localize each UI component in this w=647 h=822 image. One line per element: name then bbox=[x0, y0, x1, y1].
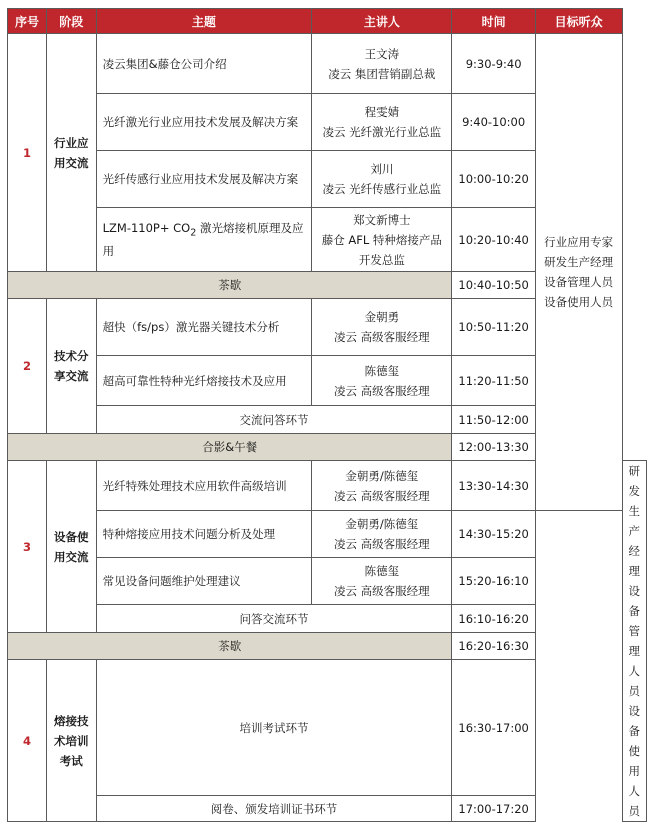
session-topic: 特种熔接应用技术问题分析及处理 bbox=[96, 511, 312, 558]
speaker-name: 金朝勇 bbox=[364, 310, 400, 324]
session-speaker bbox=[312, 151, 452, 208]
speaker-title: 凌云 高级客服经理 bbox=[334, 330, 430, 344]
audience-group bbox=[535, 34, 622, 511]
speaker-name: 陈德玺 bbox=[364, 363, 400, 378]
session-time: 9:40-10:00 bbox=[452, 94, 535, 151]
header-audience: 目标听众 bbox=[535, 9, 622, 34]
exam-item: 培训考试环节 bbox=[96, 660, 452, 796]
speaker-name: 金朝勇/陈德玺 bbox=[345, 517, 419, 531]
topic-text: 激光熔接机原理及应用 bbox=[102, 220, 304, 259]
exam-row bbox=[8, 660, 647, 796]
audience-item: 研发生产经理 bbox=[544, 255, 614, 269]
session-speaker bbox=[312, 299, 452, 356]
speaker-name: 刘川 bbox=[370, 162, 394, 176]
qa-label: 交流问答环节 bbox=[96, 406, 452, 434]
phase-line: 考试 bbox=[59, 753, 83, 768]
audience-item: 设备使用人员 bbox=[628, 704, 640, 818]
session-speaker bbox=[312, 208, 452, 272]
qa-time: 11:50-12:00 bbox=[452, 406, 535, 434]
speaker-name: 郑文新博士 bbox=[353, 212, 411, 227]
section-number: 3 bbox=[8, 461, 47, 633]
exam-item: 阅卷、颁发培训证书环节 bbox=[96, 796, 452, 822]
section-phase bbox=[47, 660, 97, 822]
subscript-text: 2 bbox=[190, 227, 197, 239]
speaker-title: 凌云 高级客服经理 bbox=[334, 537, 430, 551]
speaker-name: 程雯婧 bbox=[364, 105, 400, 119]
speaker-name: 金朝勇/陈德玺 bbox=[345, 468, 419, 483]
session-topic: 光纤特殊处理技术应用软件高级培训 bbox=[96, 461, 312, 511]
speaker-title: 凌云 高级客服经理 bbox=[334, 584, 430, 598]
audience-item: 设备使用人员 bbox=[544, 295, 614, 309]
session-topic bbox=[96, 208, 312, 272]
session-row bbox=[8, 558, 647, 605]
header-topic: 主题 bbox=[96, 9, 312, 34]
session-time: 15:20-16:10 bbox=[452, 558, 535, 605]
session-row bbox=[8, 511, 647, 558]
session-topic: 常见设备问题维护处理建议 bbox=[96, 558, 312, 605]
session-speaker bbox=[312, 94, 452, 151]
audience-group bbox=[622, 461, 647, 822]
session-speaker bbox=[312, 356, 452, 406]
session-topic: 光纤传感行业应用技术发展及解决方案 bbox=[96, 151, 312, 208]
phase-line: 用交流 bbox=[54, 549, 89, 564]
session-speaker bbox=[312, 461, 452, 511]
agenda-table bbox=[7, 8, 647, 822]
exam-row bbox=[8, 796, 647, 822]
speaker-title: 开发总监 bbox=[358, 252, 405, 267]
topic-text: LZM-110P+ CO bbox=[102, 220, 191, 235]
audience-item: 设备管理人员 bbox=[628, 584, 640, 698]
session-time: 9:30-9:40 bbox=[452, 34, 535, 94]
session-speaker bbox=[312, 558, 452, 605]
audience-item: 行业应用专家 bbox=[544, 235, 614, 249]
qa-row bbox=[8, 605, 647, 633]
speaker-title: 凌云 光纤激光行业总监 bbox=[322, 125, 442, 139]
section-phase bbox=[47, 34, 97, 272]
section-number: 2 bbox=[8, 299, 47, 434]
section-number: 1 bbox=[8, 34, 47, 272]
break-label: 合影&午餐 bbox=[8, 434, 452, 461]
break-label: 茶歇 bbox=[8, 272, 452, 299]
session-speaker bbox=[312, 511, 452, 558]
session-time: 14:30-15:20 bbox=[452, 511, 535, 558]
speaker-title: 凌云 高级客服经理 bbox=[334, 383, 430, 398]
phase-line: 享交流 bbox=[54, 369, 89, 383]
header-time: 时间 bbox=[452, 9, 535, 34]
speaker-title: 凌云 高级客服经理 bbox=[334, 488, 430, 503]
section-phase bbox=[47, 299, 97, 434]
session-time: 10:20-10:40 bbox=[452, 208, 535, 272]
session-topic: 超高可靠性特种光纤熔接技术及应用 bbox=[96, 356, 312, 406]
session-topic: 凌云集团&藤仓公司介绍 bbox=[96, 34, 312, 94]
header-phase: 阶段 bbox=[47, 9, 97, 34]
break-label: 茶歇 bbox=[8, 633, 452, 660]
phase-line: 技术分 bbox=[54, 349, 89, 363]
break-row bbox=[8, 633, 647, 660]
speaker-name: 陈德玺 bbox=[364, 564, 400, 578]
section-phase bbox=[47, 461, 97, 633]
audience-item: 设备管理人员 bbox=[544, 275, 614, 289]
audience-item: 研发生产经理 bbox=[628, 464, 640, 578]
session-row bbox=[8, 34, 647, 94]
speaker-title: 藤仓 AFL 特种熔接产品 bbox=[321, 232, 442, 247]
session-time: 13:30-14:30 bbox=[452, 461, 535, 511]
session-time: 10:50-11:20 bbox=[452, 299, 535, 356]
break-time: 12:00-13:30 bbox=[452, 434, 535, 461]
phase-line: 用交流 bbox=[54, 155, 89, 170]
phase-line: 行业应 bbox=[54, 135, 89, 150]
break-time: 16:20-16:30 bbox=[452, 633, 535, 660]
speaker-name: 王文涛 bbox=[364, 46, 400, 61]
session-speaker bbox=[312, 34, 452, 94]
exam-time: 16:30-17:00 bbox=[452, 660, 535, 796]
phase-line: 熔接技 bbox=[54, 713, 89, 728]
session-time: 10:00-10:20 bbox=[452, 151, 535, 208]
speaker-title: 凌云 光纤传感行业总监 bbox=[322, 182, 442, 196]
exam-time: 17:00-17:20 bbox=[452, 796, 535, 822]
qa-label: 问答交流环节 bbox=[96, 605, 452, 633]
session-topic: 超快（fs/ps）激光器关键技术分析 bbox=[96, 299, 312, 356]
session-topic: 光纤激光行业应用技术发展及解决方案 bbox=[96, 94, 312, 151]
section-number: 4 bbox=[8, 660, 47, 822]
header-row bbox=[8, 9, 647, 34]
speaker-title: 凌云 集团营销副总裁 bbox=[328, 66, 436, 81]
phase-line: 设备使 bbox=[54, 529, 89, 544]
header-speaker: 主讲人 bbox=[312, 9, 452, 34]
break-time: 10:40-10:50 bbox=[452, 272, 535, 299]
header-num: 序号 bbox=[8, 9, 47, 34]
phase-line: 术培训 bbox=[54, 733, 89, 748]
session-time: 11:20-11:50 bbox=[452, 356, 535, 406]
qa-time: 16:10-16:20 bbox=[452, 605, 535, 633]
